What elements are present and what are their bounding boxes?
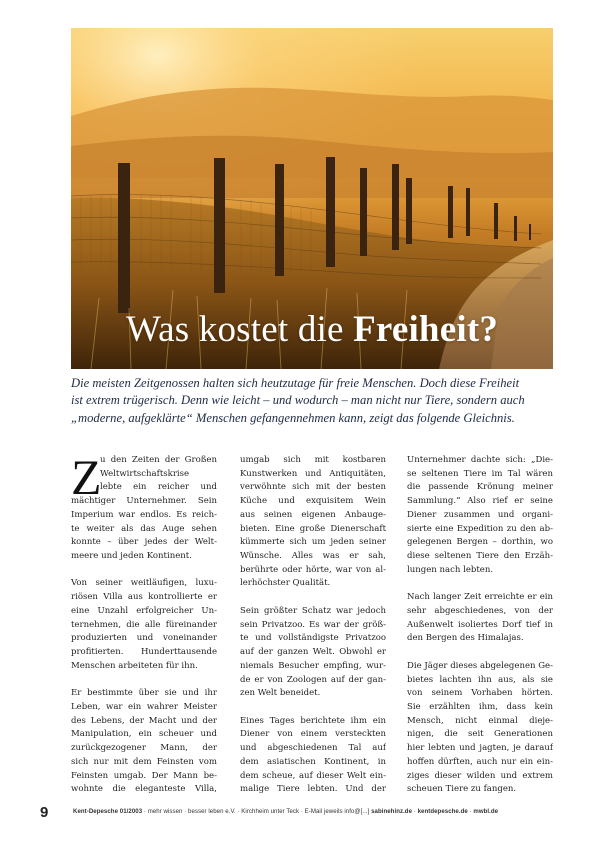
footer-separator: · — [412, 808, 418, 815]
body-line: Sie erzählten ihm, dass kein — [407, 701, 553, 712]
body-line: se seltenen Tiere im Tal wären — [407, 468, 553, 479]
body-line: Imperium war endlos. Es reich- — [71, 509, 217, 520]
body-line: Außenwelt isoliertes Dorf tief in — [407, 619, 553, 630]
body-line: Eines Tages berichtete ihm ein — [240, 715, 386, 726]
text-column-1 — [71, 449, 217, 797]
body-line: berührte oder hörte, war von al- — [240, 564, 386, 575]
body-line: scheuen Tiere zu fangen. — [407, 784, 517, 795]
body-line: Manipulation, ein scheuer und — [71, 729, 217, 740]
body-line: de er von Zoologen auf der gan- — [240, 674, 386, 685]
body-line: ternehmen, die alle füreinander — [71, 619, 217, 630]
lead-line: Die meisten Zeitgenossen halten sich heutzutage für freie Menschen. Doch diese Freiheit — [71, 376, 520, 390]
body-line: dem scheue, auf dieser Welt ein- — [240, 770, 386, 781]
headline-plain: Was kostet die — [125, 309, 354, 350]
body-line: Küche und exquisitem Wein — [240, 496, 386, 507]
body-line: Er bestimmte über sie und ihr — [71, 688, 217, 699]
footer-site-2: kentdepesche.de — [417, 808, 468, 815]
body-line: meere und jeden Kontinent. — [71, 551, 192, 562]
body-line: auf der ganzen Welt. Obwohl er — [240, 647, 386, 658]
lead-line: ist extrem trügerisch. Denn wie leicht – und wodurch – man nicht nur Tiere, sondern auch — [71, 393, 525, 408]
body-line: sein Privatzoo. Es war der größ- — [240, 619, 386, 630]
body-line: Leben, war ein wahrer Meister — [71, 701, 217, 712]
footer-site-1: sabinehinz.de — [371, 808, 413, 815]
body-line: eine Unzahl erfolgreicher Un- — [71, 605, 217, 616]
footer-site-3: mwbl.de — [473, 808, 499, 815]
text-column-3 — [407, 454, 553, 797]
body-line: lerhöchster Qualität. — [240, 578, 331, 589]
body-line: sehr abgeschiedenes, von der — [407, 605, 553, 616]
body-line: bietes lachten ihn aus, als sie — [407, 674, 553, 685]
body-line: wohnte die eleganteste Villa, — [71, 784, 217, 795]
body-line: Wünsche. Alles was er sah, — [240, 551, 386, 562]
body-line: niemals Besucher empfing, wur- — [240, 660, 386, 671]
body-line: hier lebten und jagten, je darauf — [407, 743, 553, 754]
body-line: profitierten. Hunderttausende — [71, 647, 217, 658]
body-line: Nach langer Zeit erreichte er ein — [407, 592, 553, 603]
body-line: Kunstwerken und Antiquitäten, — [240, 468, 386, 479]
body-line: lungen nach lebten. — [407, 564, 494, 575]
body-line: te und vollständigste Privatzoo — [240, 633, 386, 644]
body-line: diese seltenen Tiere den Erzäh- — [407, 551, 553, 562]
body-line: bieten. Eine große Dienerschaft — [240, 523, 386, 534]
body-line: Die Jäger dieses abgelegenen Ge- — [407, 660, 553, 671]
body-line: zurückgezogener Mann, der — [71, 743, 217, 754]
body-line: umgab sich mit kostbaren — [240, 455, 386, 465]
footer-middle: · mehr wissen · besser leben e.V. · Kirchheim unter Teck · E-Mail jeweils info@[...] — [142, 808, 372, 815]
body-line: malige Tiere lebten. Und der — [240, 784, 386, 795]
body-line: mächtiger Unternehmer. Sein — [71, 496, 217, 507]
body-line: Diener von einem versteckten — [240, 729, 386, 740]
body-line: die passende Krönung meiner — [407, 482, 553, 493]
body-line: gelegenen Bergen – dorthin, wo — [407, 537, 553, 548]
body-line: sierte eine Expedition zu den ab- — [407, 523, 553, 534]
headline-bold: Freiheit? — [353, 309, 499, 350]
body-line: den Bergen des Himalajas. — [407, 633, 524, 644]
body-line: konnte – über jedes der Welt- — [71, 537, 217, 548]
body-line: nigen, die seit Generationen — [407, 729, 553, 740]
lead-line: „moderne, aufgeklärte“ Menschen gefangennehmen kann, zeigt das folgende Gleichnis. — [71, 410, 515, 425]
body-line: te weiter als das Auge sehen — [71, 523, 217, 534]
body-line: u den Zeiten der Großen — [100, 455, 217, 465]
body-line: Mensch, nicht einmal dieje- — [407, 715, 553, 726]
body-line: Unternehmer dachte sich: „Die- — [407, 455, 553, 465]
body-line: Sammlung.“ Also rief er seine — [407, 496, 553, 507]
hero-image — [71, 28, 553, 369]
body-line: sich nur mit dem Feinsten vom — [71, 756, 217, 767]
article-headline — [71, 308, 553, 351]
body-line: kümmerte sich um jeden seiner — [240, 537, 386, 548]
body-line: riösen Villa aus kontrollierte er — [71, 592, 217, 603]
body-line: Sein größter Schatz war jedoch — [240, 605, 386, 616]
body-line: zen Welt beneidet. — [240, 688, 321, 699]
publication-name: Kent-Depesche 01/2003 — [73, 808, 143, 815]
body-line: und abgeschiedenen Tal auf — [240, 743, 386, 754]
body-line: ziges dieser wilden und extrem — [407, 770, 553, 781]
body-line: hoffen dürften, auch nur ein ein- — [407, 756, 553, 767]
body-line: dem asiatischen Kontinent, in — [240, 756, 386, 767]
body-line: verwöhnte sich mit der besten — [240, 482, 386, 493]
footer-text — [73, 808, 498, 815]
body-line: produzierten und voneinander — [71, 633, 217, 644]
body-line: von seinem Vorhaben hörten. — [407, 688, 553, 699]
body-line: Von seiner weitläufigen, luxu- — [71, 578, 217, 589]
body-line: Diener zusammen und organi- — [407, 509, 553, 520]
dropcap: Z — [71, 449, 102, 505]
text-column-2 — [240, 454, 386, 797]
body-line: Weltwirtschaftskrise — [100, 468, 190, 479]
page-number: 9 — [40, 804, 49, 821]
footer-separator: · — [467, 808, 474, 815]
article-lead — [71, 375, 553, 427]
body-line: des Lebens, der Macht und der — [71, 715, 217, 726]
page-footer — [40, 805, 555, 825]
body-line: aus seinen eigenen Anbauge- — [240, 509, 386, 520]
body-line: Feinsten umgab. Der Mann be- — [71, 770, 217, 781]
body-line: lebte ein reicher und — [100, 482, 217, 493]
body-line: Menschen arbeiteten für ihn. — [71, 660, 198, 671]
